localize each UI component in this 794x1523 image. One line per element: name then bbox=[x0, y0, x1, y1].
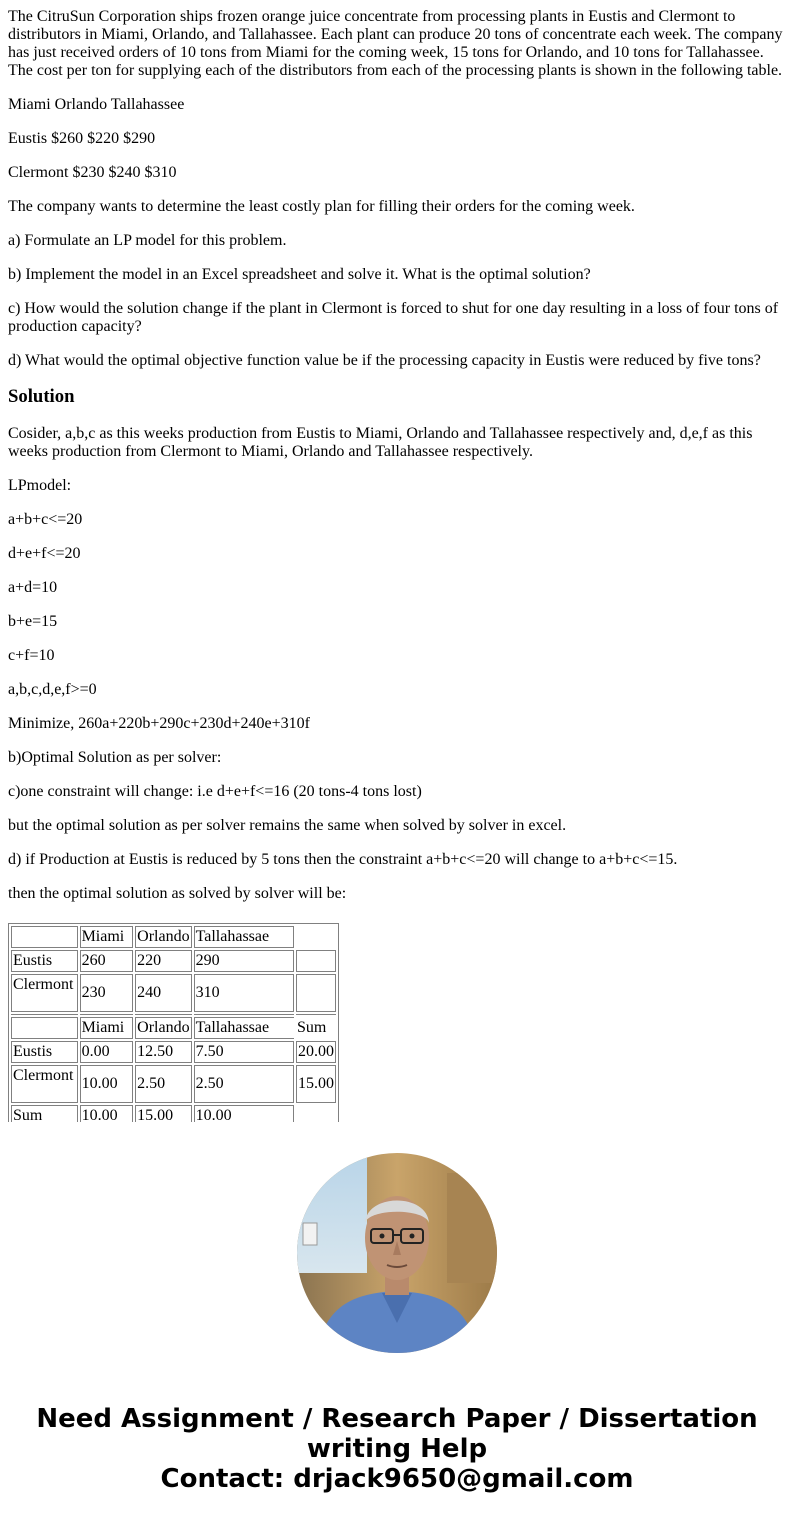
table-cell: 230 bbox=[80, 974, 134, 1012]
constraint-4: b+e=15 bbox=[8, 613, 58, 630]
constraint-2: d+e+f<=20 bbox=[8, 545, 81, 562]
answer-b: b)Optimal Solution as per solver: bbox=[8, 749, 222, 766]
table-cell: 20.00 bbox=[296, 1041, 336, 1063]
table-cell: 15.00 bbox=[296, 1065, 336, 1103]
table-cell: 10.00 bbox=[194, 1105, 294, 1122]
constraint-nonneg: a,b,c,d,e,f>=0 bbox=[8, 681, 97, 698]
problem-intro: The CitruSun Corporation ships frozen orange juice concentrate from processing plants in Eustis and Clermont to distributors in Miami, Orlando, and Tallahassee. Each plant can produce 20 tons of concentrate each week. The company has just received orders of 10 tons from Miami for the coming week, 15 tons for Orlando, and 10 tons for Tallahassee. The cost per ton for supplying each of the distributors from each of the processing plants is shown in the following table. bbox=[8, 8, 783, 79]
table-cell: Orlando bbox=[135, 1017, 191, 1039]
table-cell: Miami bbox=[80, 1017, 134, 1039]
table-cell: 10.00 bbox=[80, 1105, 134, 1122]
cost-row-eustis-line: Eustis $260 $220 $290 bbox=[8, 130, 156, 147]
spreadsheet-table bbox=[8, 923, 339, 1122]
table-cell: Clermont bbox=[11, 1065, 78, 1103]
document-body bbox=[8, 8, 786, 919]
problem-goal: The company wants to determine the least costly plan for filling their orders for the coming week. bbox=[8, 198, 635, 215]
table-cell: 15.00 bbox=[135, 1105, 191, 1122]
constraint-5: c+f=10 bbox=[8, 647, 55, 664]
spreadsheet-table-wrapper bbox=[8, 923, 339, 1122]
solution-consider: Cosider, a,b,c as this weeks production from Eustis to Miami, Orlando and Tallahassee respectively and, d,e,f as this weeks production from Clermont to Miami, Orlando and Tallahassee respectively. bbox=[8, 425, 753, 460]
table-cell: 310 bbox=[194, 974, 294, 1012]
table-separator-row bbox=[11, 1014, 336, 1015]
constraint-3: a+d=10 bbox=[8, 579, 58, 596]
table-cell: 12.50 bbox=[135, 1041, 191, 1063]
table-cell bbox=[194, 1014, 294, 1015]
table-cell bbox=[296, 950, 336, 972]
table-cell: 10.00 bbox=[80, 1065, 134, 1103]
table-row bbox=[11, 1041, 336, 1063]
question-d: d) What would the optimal objective function value be if the processing capacity in Eustis were reduced by five tons? bbox=[8, 352, 761, 369]
table-cell: Sum bbox=[11, 1105, 78, 1122]
answer-c: c)one constraint will change: i.e d+e+f<=16 (20 tons-4 tons lost) bbox=[8, 783, 422, 800]
table-cell: Eustis bbox=[11, 1041, 78, 1063]
question-b: b) Implement the model in an Excel spreadsheet and solve it. What is the optimal solution? bbox=[8, 266, 591, 283]
table-cell: 0.00 bbox=[80, 1041, 134, 1063]
footer-contact-line: Contact: drjack9650@gmail.com bbox=[160, 1464, 634, 1494]
table-cell bbox=[296, 1105, 336, 1122]
table-cell bbox=[296, 1014, 336, 1015]
table-cell: Tallahassae bbox=[194, 926, 294, 948]
table-row bbox=[11, 926, 336, 948]
answer-c-note: but the optimal solution as per solver remains the same when solved by solver in excel. bbox=[8, 817, 567, 834]
table-cell: 290 bbox=[194, 950, 294, 972]
table-cell bbox=[135, 1014, 191, 1015]
table-cell: 2.50 bbox=[135, 1065, 191, 1103]
avatar bbox=[297, 1153, 497, 1353]
table-cell: Miami bbox=[80, 926, 134, 948]
table-cell: Sum bbox=[296, 1019, 327, 1036]
table-row bbox=[11, 974, 336, 1012]
constraint-1: a+b+c<=20 bbox=[8, 511, 83, 528]
table-cell: 7.50 bbox=[194, 1041, 294, 1063]
answer-d-note: then the optimal solution as solved by solver will be: bbox=[8, 885, 347, 902]
table-cell bbox=[296, 974, 336, 1012]
table-cell: 240 bbox=[135, 974, 191, 1012]
footer-line-2: writing Help bbox=[306, 1434, 488, 1464]
table-cell: Orlando bbox=[135, 926, 191, 948]
objective-function: Minimize, 260a+220b+290c+230d+240e+310f bbox=[8, 715, 310, 732]
table-cell bbox=[11, 926, 78, 948]
lp-model-label: LPmodel: bbox=[8, 477, 72, 494]
answer-d: d) if Production at Eustis is reduced by 5 tons then the constraint a+b+c<=20 will change to a+b+c<=15. bbox=[8, 851, 678, 868]
table-cell: 220 bbox=[135, 950, 191, 972]
footer-banner bbox=[0, 1404, 794, 1494]
table-cell: 2.50 bbox=[194, 1065, 294, 1103]
avatar-portrait-image bbox=[297, 1153, 497, 1353]
solution-heading: Solution bbox=[8, 386, 75, 407]
cost-row-clermont-line: Clermont $230 $240 $310 bbox=[8, 164, 177, 181]
table-cell bbox=[11, 1017, 78, 1039]
table-cell bbox=[296, 926, 336, 948]
table-row bbox=[11, 950, 336, 972]
question-a: a) Formulate an LP model for this problem. bbox=[8, 232, 287, 249]
cost-table-header-line: Miami Orlando Tallahassee bbox=[8, 96, 185, 113]
question-c: c) How would the solution change if the plant in Clermont is forced to shut for one day resulting in a loss of four tons of production capacity? bbox=[8, 300, 779, 335]
table-row bbox=[11, 1017, 336, 1039]
table-row bbox=[11, 1105, 336, 1122]
table-cell bbox=[11, 1014, 78, 1015]
table-cell: Clermont bbox=[11, 974, 78, 1012]
table-cell: Eustis bbox=[11, 950, 78, 972]
table-cell: Tallahassae bbox=[194, 1017, 294, 1039]
table-cell bbox=[80, 1014, 134, 1015]
table-cell: 260 bbox=[80, 950, 134, 972]
table-row bbox=[11, 1065, 336, 1103]
footer-line-1: Need Assignment / Research Paper / Dissertation bbox=[36, 1404, 758, 1434]
